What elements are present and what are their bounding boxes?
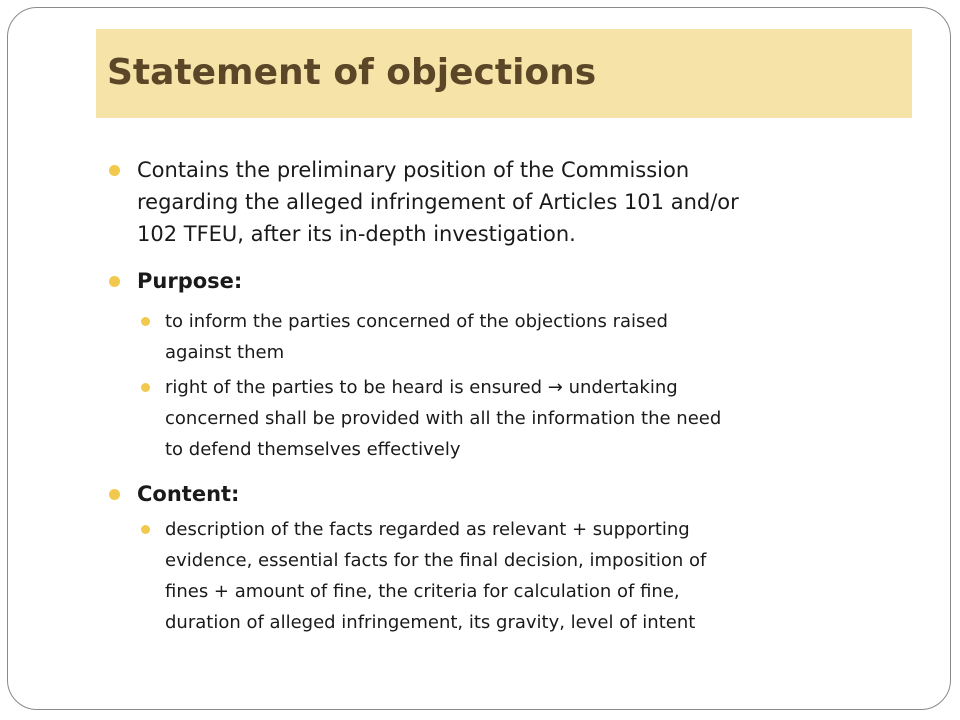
bullet-line: 102 TFEU, after its in-depth investigation. — [137, 222, 576, 246]
subbullet-line: duration of alleged infringement, its gravity, level of intent — [165, 612, 696, 633]
subbullet-line: description of the facts regarded as relevant + supporting — [165, 519, 690, 540]
bullet-dot-icon — [141, 383, 150, 392]
bullet-heading: Content: — [137, 482, 240, 506]
subbullet-line: to defend themselves effectively — [165, 439, 461, 460]
bullet-purpose-heading — [137, 265, 242, 297]
bullet-line: regarding the alleged infringement of Articles 101 and/or — [137, 190, 739, 214]
bullet-dot-icon — [109, 165, 120, 176]
bullet-dot-icon — [109, 276, 120, 287]
bullet-line: Contains the preliminary position of the Commission — [137, 158, 690, 182]
slide-title: Statement of objections — [107, 52, 597, 93]
subbullet-line: evidence, essential facts for the final decision, imposition of — [165, 550, 707, 571]
subbullet-line: fines + amount of fine, the criteria for calculation of fine, — [165, 581, 680, 602]
subbullet-line: right of the parties to be heard is ensured → undertaking — [165, 377, 678, 398]
bullet-dot-icon — [109, 489, 120, 500]
bullet-heading: Purpose: — [137, 269, 243, 293]
subbullet-right-heard — [165, 372, 721, 465]
bullet-content-heading — [137, 478, 239, 510]
subbullet-line: against them — [165, 342, 285, 363]
bullet-dot-icon — [141, 317, 150, 326]
subbullet-description — [165, 514, 706, 638]
bullet-intro — [137, 154, 739, 250]
bullet-dot-icon — [141, 525, 150, 534]
subbullet-line: concerned shall be provided with all the information the need — [165, 408, 722, 429]
subbullet-line: to inform the parties concerned of the objections raised — [165, 311, 668, 332]
subbullet-inform — [165, 306, 668, 368]
